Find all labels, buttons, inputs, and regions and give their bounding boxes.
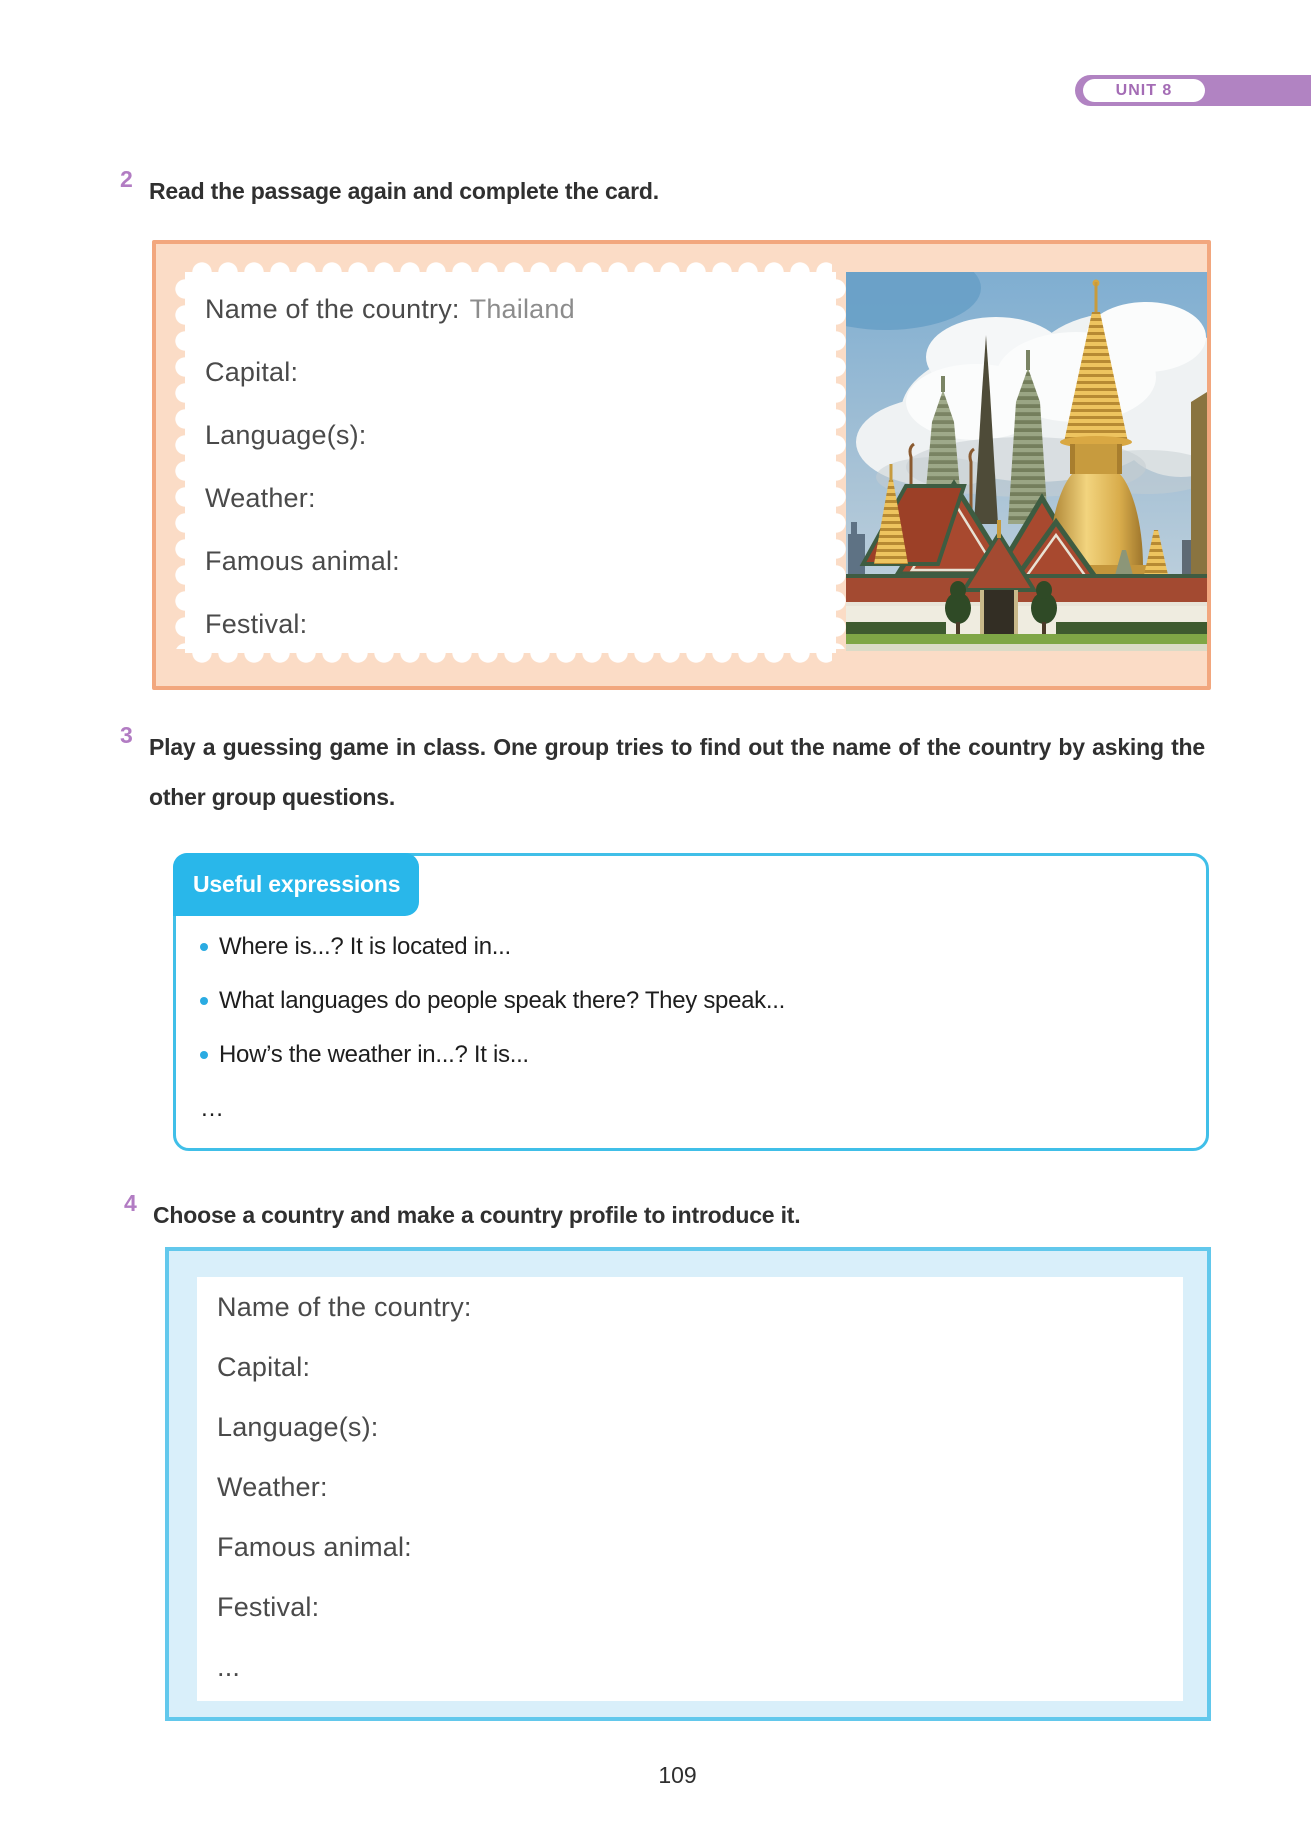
useful-expressions-title: Useful expressions	[193, 871, 401, 897]
bullet-dot-icon	[200, 943, 208, 951]
field-label: Language(s):	[205, 420, 367, 450]
field-label: Name of the country:	[205, 294, 460, 324]
field-row-festival: Festival:	[217, 1591, 320, 1622]
stamp-scallop-left	[175, 276, 185, 649]
stamp-scallop-right	[836, 276, 846, 649]
profile-card-inner	[197, 1277, 1183, 1701]
field-value: Thailand	[469, 294, 575, 324]
field-label: Famous animal:	[205, 546, 400, 576]
field-row-country	[205, 278, 828, 341]
expression-ellipsis: …	[200, 1095, 224, 1122]
country-card-stamp	[185, 272, 836, 653]
field-row-capital: Capital:	[217, 1351, 311, 1382]
country-card	[152, 240, 1211, 690]
useful-expressions-tab	[173, 853, 419, 916]
exercise-3-number: 3	[120, 722, 133, 748]
unit-badge	[1075, 75, 1311, 106]
exercise-4-instruction: Choose a country and make a country profile to introduce it.	[153, 1202, 801, 1228]
profile-card	[165, 1247, 1211, 1721]
field-row-festival	[205, 593, 828, 656]
field-row-ellipsis: ...	[217, 1651, 241, 1682]
unit-label: UNIT 8	[1115, 81, 1173, 99]
expression-text: How’s the weather in...? It is...	[219, 1041, 529, 1068]
page-number: 109	[658, 1762, 697, 1788]
expression-item	[200, 1028, 1186, 1082]
country-photo	[846, 272, 1207, 651]
bullet-dot-icon	[200, 1051, 208, 1059]
field-row-famous-animal: Famous animal:	[217, 1531, 412, 1562]
expression-item	[200, 974, 1186, 1028]
field-row-weather: Weather:	[217, 1471, 328, 1502]
field-label: Weather:	[205, 483, 316, 513]
useful-expressions-box	[173, 853, 1209, 1151]
field-label: Festival:	[205, 609, 308, 639]
exercise-2-heading	[120, 166, 1205, 216]
profile-card-fields	[217, 1277, 1175, 1697]
expression-text: Where is...? It is located in...	[219, 933, 511, 960]
field-label: Capital:	[205, 357, 299, 387]
field-row-languages	[205, 404, 828, 467]
exercise-3-instruction: Play a guessing game in class. One group tries to find out the name of the country by asking the other group questions.	[149, 734, 1205, 810]
unit-pill	[1083, 79, 1205, 102]
bullet-dot-icon	[200, 997, 208, 1005]
expression-item	[200, 920, 1186, 974]
stamp-scallop-top	[189, 262, 832, 272]
field-row-country: Name of the country:	[217, 1291, 472, 1322]
field-row-weather	[205, 467, 828, 530]
field-row-capital	[205, 341, 828, 404]
country-card-fields	[205, 278, 828, 656]
exercise-2-number: 2	[120, 166, 133, 192]
exercise-3-heading	[120, 722, 1205, 822]
useful-expressions-list	[200, 920, 1186, 1136]
field-row-languages: Language(s):	[217, 1411, 379, 1442]
exercise-4-heading	[124, 1190, 1209, 1240]
exercise-4-number: 4	[124, 1190, 137, 1216]
exercise-2-instruction: Read the passage again and complete the card.	[149, 178, 659, 204]
expression-text: What languages do people speak there? They speak...	[219, 987, 785, 1014]
field-row-famous-animal	[205, 530, 828, 593]
